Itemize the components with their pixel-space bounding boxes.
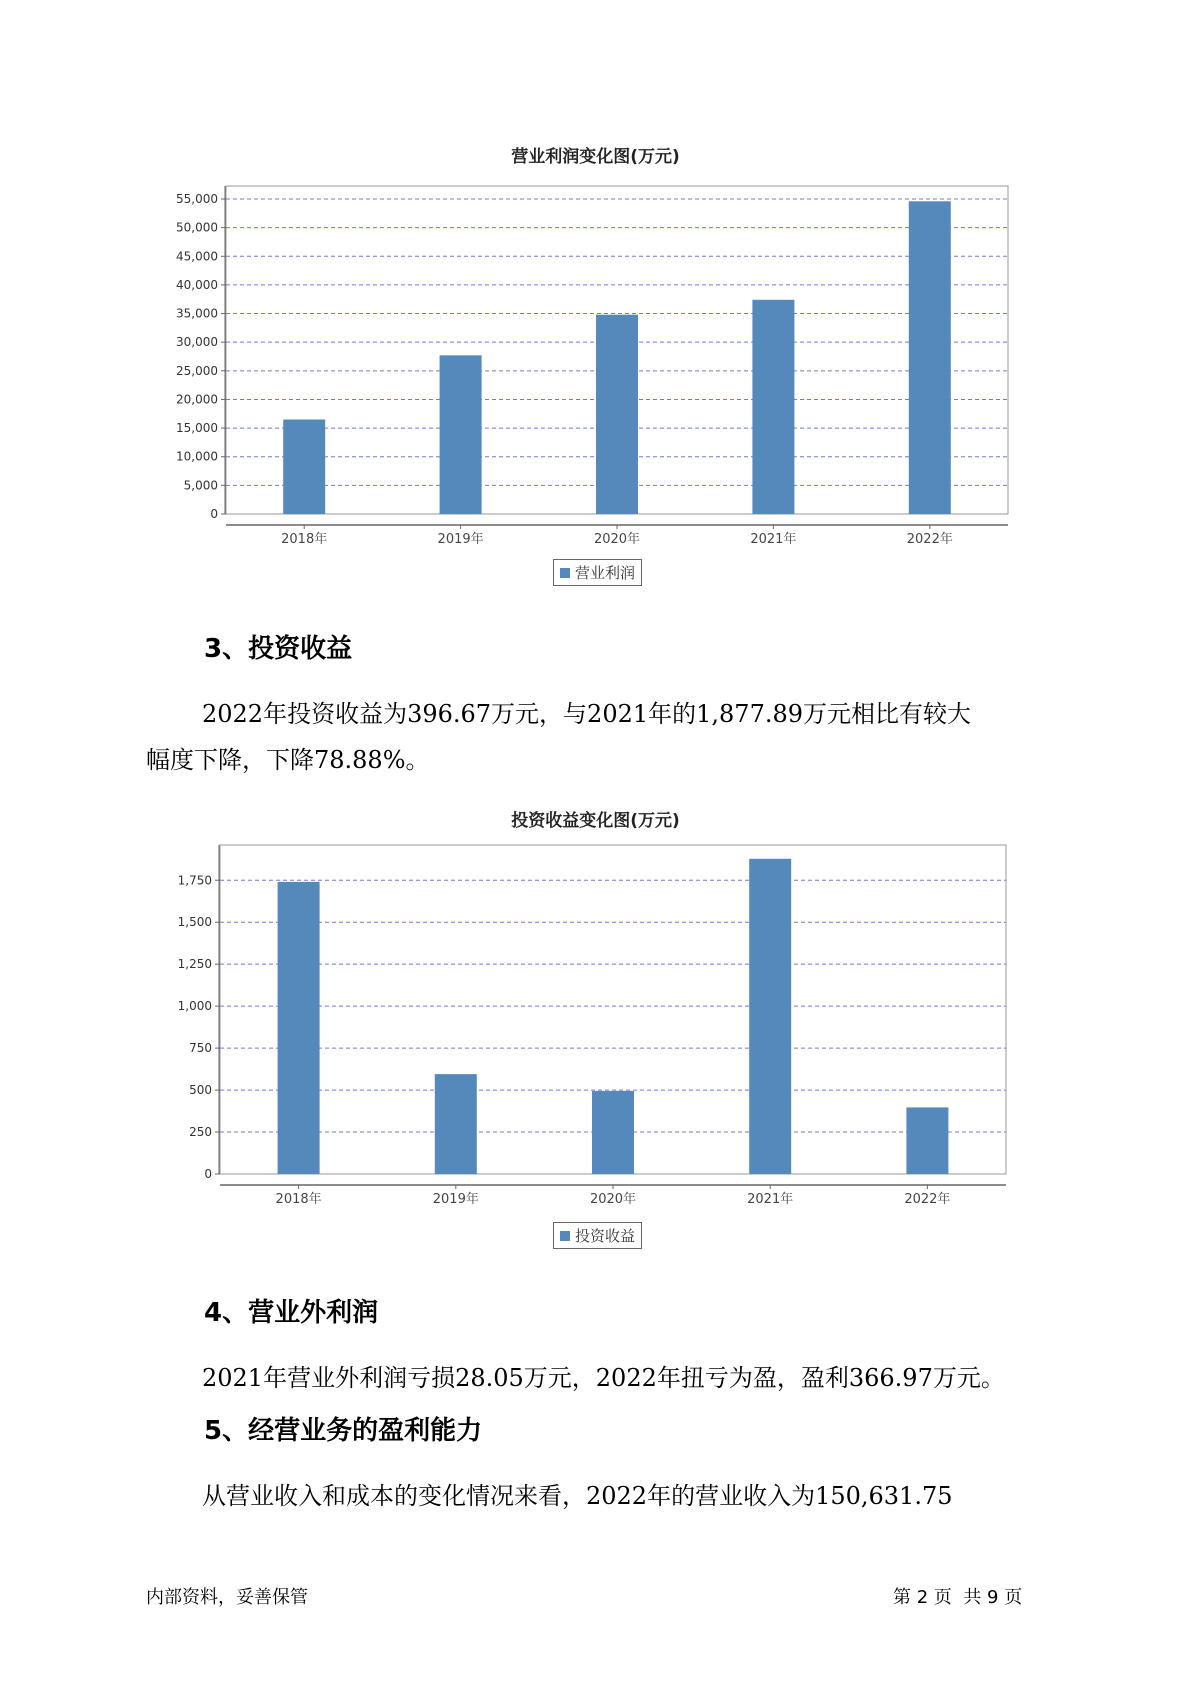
x-tick-label: 2021年 <box>747 1192 794 1207</box>
y-tick-label: 50,000 <box>176 220 218 235</box>
x-tick-label: 2019年 <box>437 532 484 547</box>
y-tick-label: 250 <box>189 1125 212 1140</box>
y-tick-label: 1,500 <box>177 915 212 930</box>
y-tick-label: 25,000 <box>176 363 218 378</box>
y-tick-label: 0 <box>210 507 218 521</box>
x-tick-label: 2021年 <box>750 532 797 547</box>
y-tick-label: 30,000 <box>176 335 218 350</box>
section3-heading: 3、投资收益 <box>204 634 353 664</box>
chart2-legend-label: 投资收益 <box>575 1227 636 1245</box>
bar-2018年 <box>278 882 320 1174</box>
x-tick-label: 2018年 <box>275 1192 322 1207</box>
y-tick-label: 15,000 <box>176 421 218 436</box>
chart1-legend-label: 营业利润 <box>575 564 636 582</box>
chart2-legend <box>553 1222 642 1249</box>
bar-2019年 <box>435 1074 477 1174</box>
y-tick-label: 1,000 <box>177 999 212 1014</box>
y-tick-label: 40,000 <box>176 277 218 292</box>
y-tick-label: 5,000 <box>183 478 218 493</box>
y-tick-label: 55,000 <box>176 192 218 206</box>
footer-note: 内部资料，妥善保管 <box>146 1587 308 1608</box>
x-tick-label: 2020年 <box>589 1192 637 1207</box>
x-tick-label: 2022年 <box>904 1192 951 1207</box>
section5-paragraph: 从营业收入和成本的变化情况来看，2022年的营业收入为150,631.75 <box>202 1482 953 1510</box>
y-tick-label: 35,000 <box>176 306 218 321</box>
y-tick-label: 1,750 <box>177 873 212 888</box>
x-tick-label: 2019年 <box>432 1192 479 1207</box>
y-tick-label: 750 <box>189 1041 212 1056</box>
x-tick-label: 2020年 <box>593 532 641 547</box>
y-tick-label: 45,000 <box>176 249 218 264</box>
section3-paragraph-line1: 2022年投资收益为396.67万元，与2021年的1,877.89万元相比有较大 <box>202 700 972 728</box>
bar-2020年 <box>592 1091 634 1174</box>
x-tick-label: 2018年 <box>281 532 328 547</box>
y-tick-label: 20,000 <box>176 392 218 407</box>
legend-swatch <box>560 1231 570 1241</box>
bar-2021年 <box>749 859 791 1174</box>
section4-heading: 4、营业外利润 <box>204 1298 379 1328</box>
y-tick-label: 1,250 <box>177 957 212 972</box>
y-tick-label: 500 <box>189 1083 212 1098</box>
y-tick-label: 0 <box>204 1167 212 1181</box>
chart1-title: 营业利润变化图(万元) <box>511 147 680 167</box>
chart2-title: 投资收益变化图(万元) <box>511 811 680 831</box>
bar-2022年 <box>906 1107 948 1174</box>
y-tick-label: 10,000 <box>176 449 218 464</box>
section4-paragraph: 2021年营业外利润亏损28.05万元，2022年扭亏为盈，盈利366.97万元。 <box>202 1364 1005 1392</box>
section3-paragraph-line2: 幅度下降，下降78.88%。 <box>146 746 430 774</box>
section5-heading: 5、经营业务的盈利能力 <box>204 1416 483 1446</box>
footer-page-number: 第 2 页 共 9 页 <box>893 1587 1023 1608</box>
x-tick-label: 2022年 <box>906 532 953 547</box>
